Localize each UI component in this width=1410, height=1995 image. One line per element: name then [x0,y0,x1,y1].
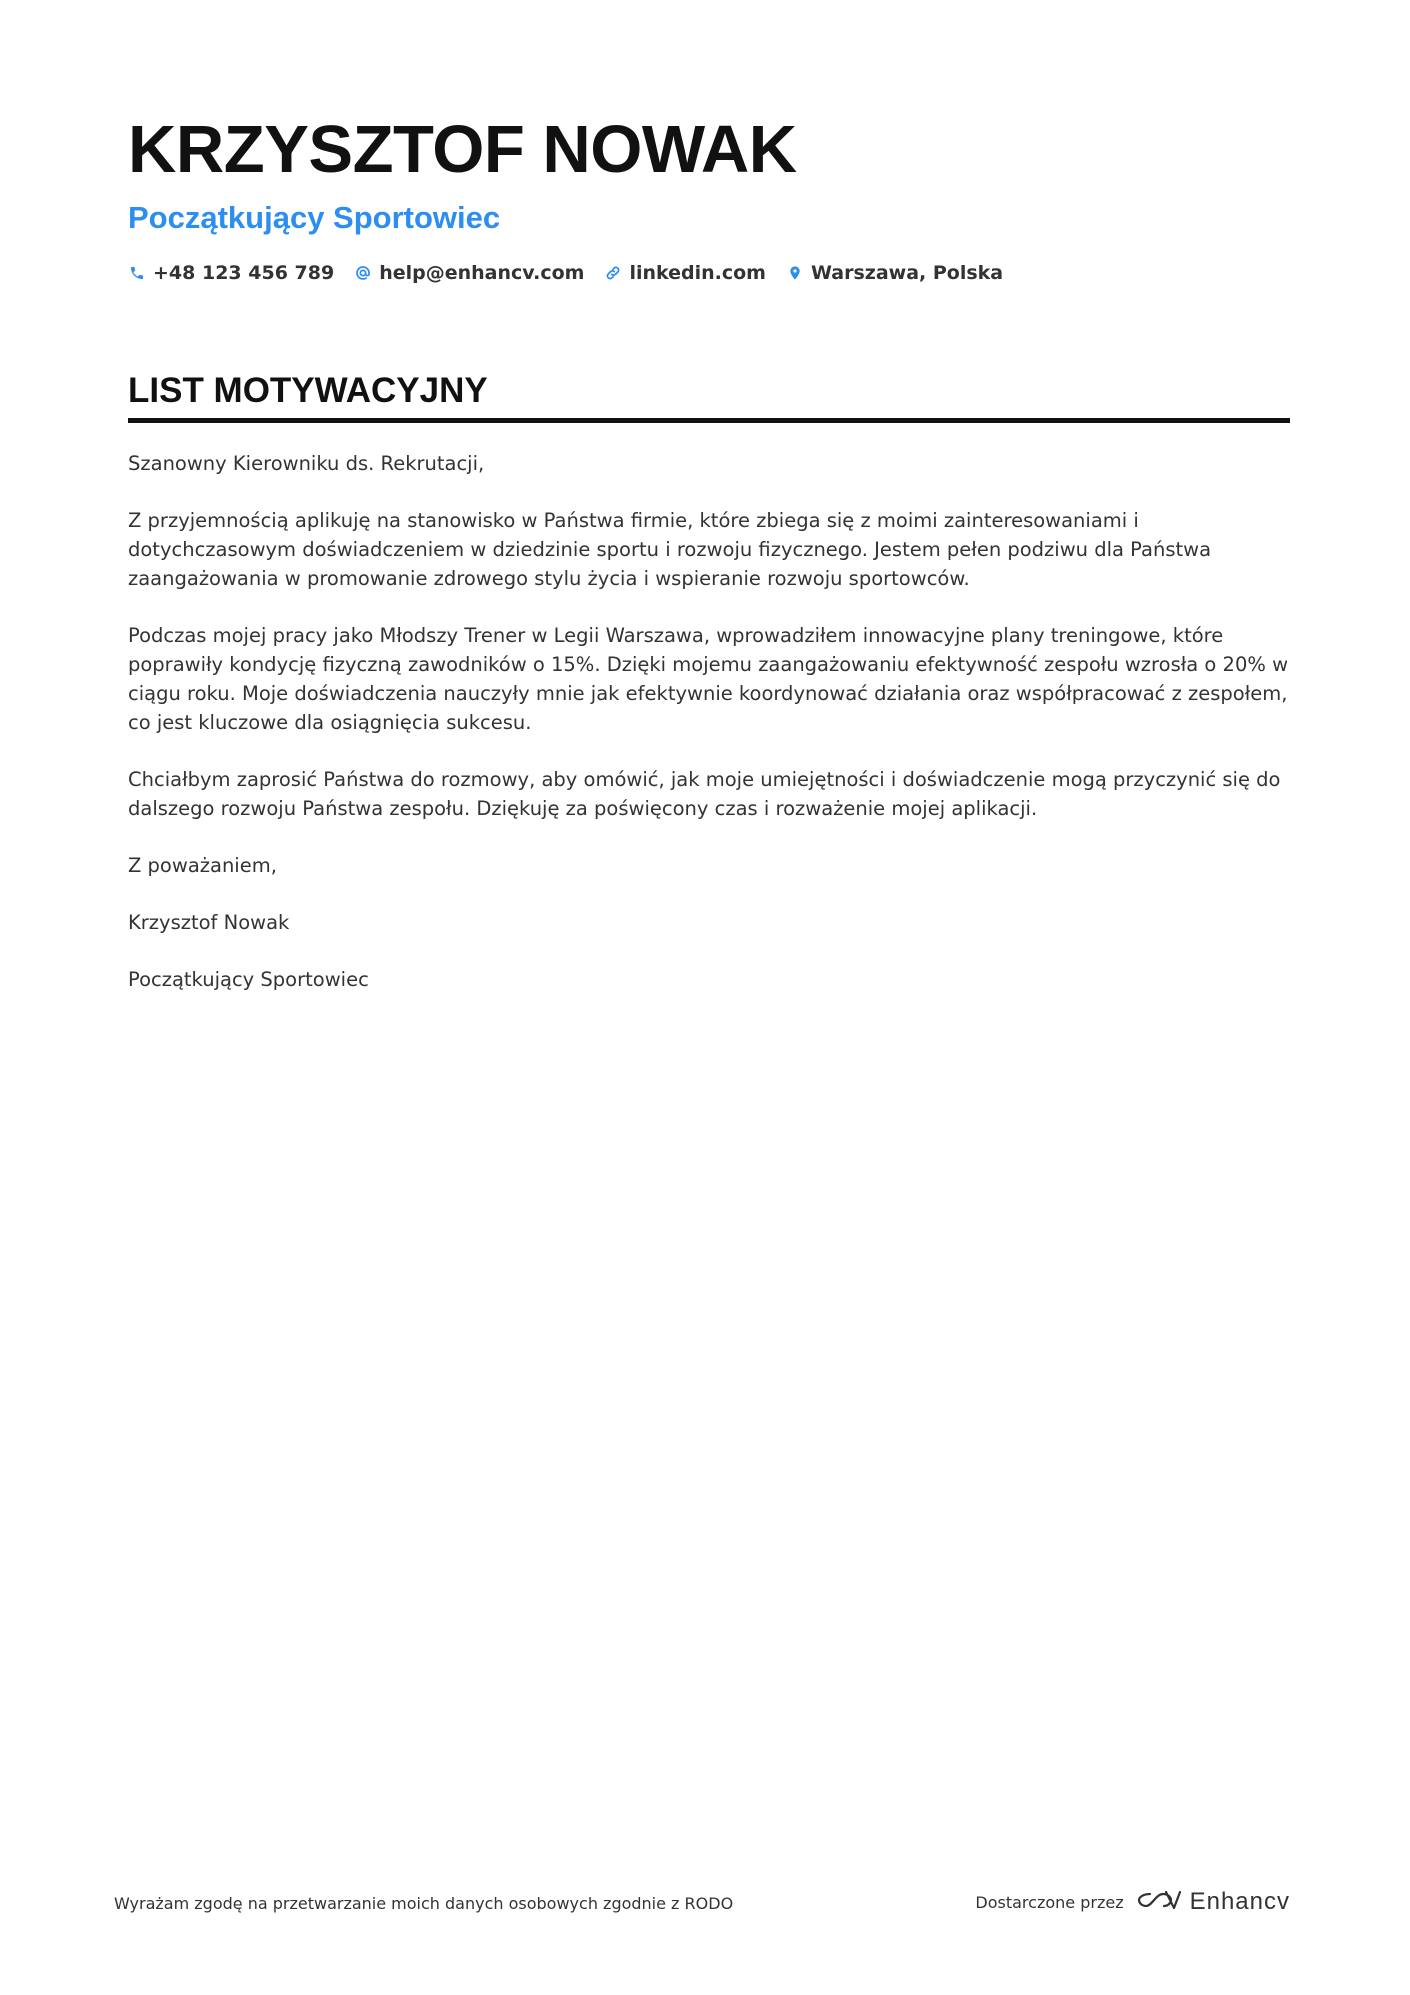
contact-email[interactable] [354,262,584,284]
enhancv-brand-name: Enhancv [1189,1888,1290,1915]
contact-linkedin-text: linkedin.com [629,262,766,284]
contact-location-text: Warszawa, Polska [810,262,1004,284]
candidate-title: Początkujący Sportowiec [128,200,501,235]
location-pin-icon [786,264,804,282]
letter-greeting: Szanowny Kierowniku ds. Rekrutacji, [128,452,485,475]
enhancv-logo-icon [1136,1888,1182,1916]
contact-bar [128,258,1290,288]
contact-linkedin[interactable] [604,262,766,284]
powered-by[interactable] [975,1888,1290,1916]
contact-email-text: help@enhancv.com [379,262,585,284]
at-icon [354,264,372,282]
contact-phone[interactable] [128,262,334,284]
cover-letter-section [128,370,1290,994]
signature-name: Krzysztof Nowak [128,911,290,934]
letter-body [128,449,1290,994]
letter-paragraph-2: Podczas mojej pracy jako Młodszy Trener w Legii Warszawa, wprowadziłem innowacyjne plany treningowe, które poprawiły kondycję fizyczną zawodników o 15%. Dzięki mojemu zaangażowaniu efektywność zespołu wzrosła o 20% w ciągu roku. Moje doświadczenia nauczyły mnie jak efektywnie koordynować działania oraz współpracować z zespołem, co jest kluczowe dla osiągnięcia sukcesu. [128,624,1289,734]
link-icon [604,264,622,282]
cover-letter-page [128,110,1290,1022]
gdpr-consent: Wyrażam zgodę na przetwarzanie moich danych osobowych zgodnie z RODO [114,1894,734,1913]
phone-icon [128,264,146,282]
enhancv-brand[interactable] [1136,1888,1290,1916]
letter-paragraph-3: Chciałbym zaprosić Państwa do rozmowy, aby omówić, jak moje umiejętności i doświadczenie mogą przyczynić się do dalszego rozwoju Państwa zespołu. Dziękuję za poświęcony czas i rozważenie mojej aplikacji. [128,768,1281,820]
contact-phone-text: +48 123 456 789 [153,262,335,284]
contact-location [786,262,1003,284]
letter-paragraph-1: Z przyjemnością aplikuję na stanowisko w Państwa firmie, które zbiega się z moimi zainteresowaniami i dotychczasowym doświadczeniem w dziedzinie sportu i rozwoju fizycznego. Jestem pełen podziwu dla Państwa zaangażowania w promowanie zdrowego stylu życia i wspieranie rozwoju sportowców. [128,509,1212,590]
section-title: LIST MOTYWACYJNY [128,370,1290,423]
candidate-name: KRZYSZTOF NOWAK [128,112,797,187]
signature-title: Początkujący Sportowiec [128,968,369,991]
letter-closing: Z poważaniem, [128,854,277,877]
powered-by-label: Dostarczone przez [975,1892,1124,1912]
